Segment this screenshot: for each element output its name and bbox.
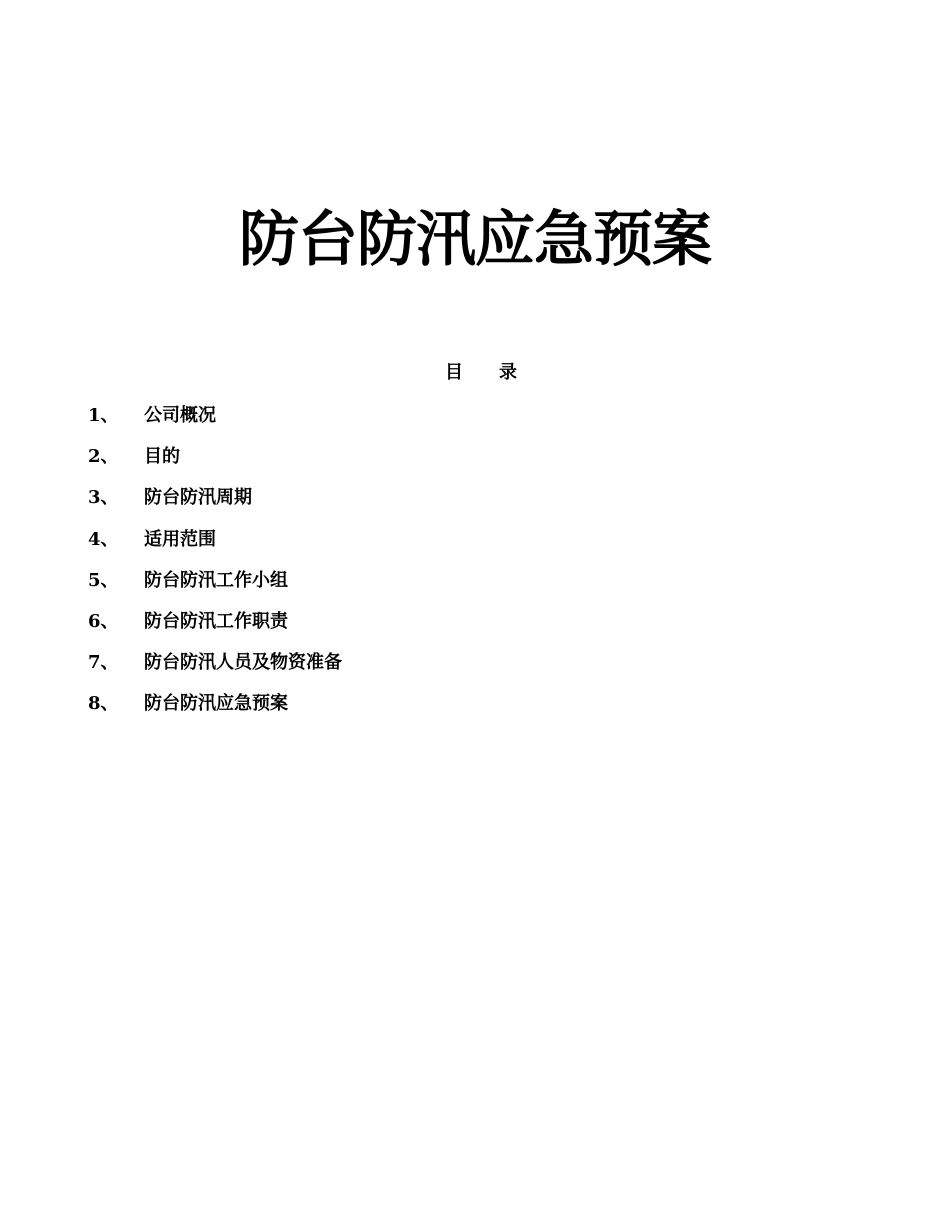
- toc-item: [88, 486, 342, 527]
- toc-item-text: 防台防汛人员及物资准备: [144, 652, 342, 674]
- toc-item-number: 4、: [88, 528, 119, 550]
- toc-item-text: 防台防汛工作职责: [144, 610, 288, 632]
- toc-item-number: 1、: [88, 405, 119, 426]
- toc-item-text: 目的: [144, 446, 180, 468]
- toc-item-number: 8、: [88, 693, 119, 715]
- toc-item-number: 7、: [88, 652, 119, 674]
- toc-item-text: 防台防汛应急预案: [144, 693, 288, 715]
- toc-item: [88, 651, 342, 692]
- toc-item: [88, 528, 342, 569]
- table-of-contents: [88, 404, 342, 734]
- toc-item-text: 防台防汛工作小组: [144, 569, 288, 591]
- toc-item-number: 2、: [88, 446, 119, 468]
- toc-item: [88, 692, 342, 733]
- toc-item: [88, 445, 342, 486]
- toc-item-text: 防台防汛周期: [144, 487, 252, 509]
- toc-item: [88, 610, 342, 651]
- toc-item: [88, 404, 342, 445]
- toc-item-text: 公司概况: [144, 405, 216, 426]
- toc-item-number: 3、: [88, 487, 119, 509]
- toc-item-number: 5、: [88, 569, 119, 591]
- toc-heading: 目 录: [445, 362, 517, 383]
- document-title: 防台防汛应急预案: [239, 205, 711, 275]
- toc-item-number: 6、: [88, 610, 119, 632]
- toc-item: [88, 569, 342, 610]
- toc-item-text: 适用范围: [144, 528, 216, 550]
